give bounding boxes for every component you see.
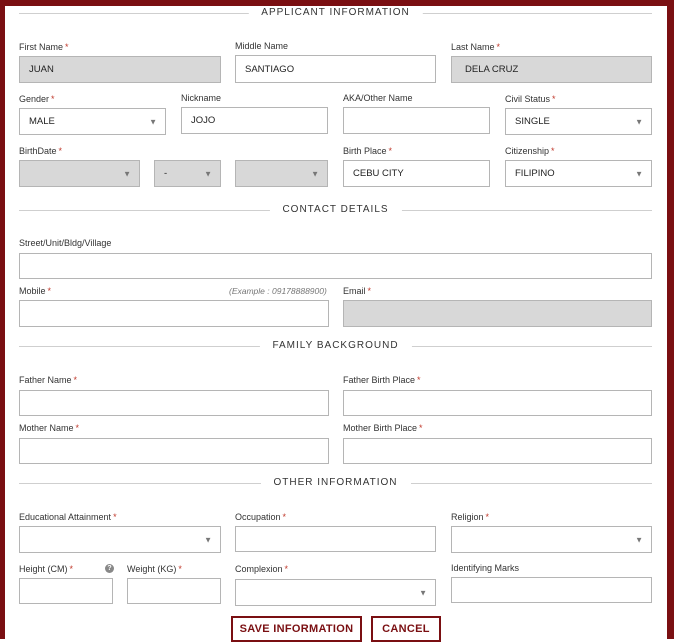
religion-label: Religion * bbox=[451, 512, 490, 522]
birth-month-select[interactable] bbox=[19, 160, 140, 187]
section-applicant-information bbox=[19, 6, 652, 20]
mother-birth-place-field[interactable] bbox=[343, 438, 652, 464]
height-label: Height (CM) * bbox=[19, 564, 74, 574]
father-birth-place-field[interactable] bbox=[343, 390, 652, 416]
section-title-contact: CONTACT DETAILS bbox=[269, 203, 401, 217]
section-title-family: FAMILY BACKGROUND bbox=[259, 339, 411, 353]
civil-status-select[interactable]: SINGLE ▼ bbox=[505, 108, 652, 135]
section-title-other: OTHER INFORMATION bbox=[260, 476, 410, 490]
identifying-marks-field[interactable] bbox=[451, 577, 652, 603]
weight-field[interactable] bbox=[127, 578, 221, 604]
middle-name-label: Middle Name bbox=[235, 41, 289, 51]
education-select[interactable] bbox=[19, 526, 221, 553]
last-name-label: Last Name * bbox=[451, 42, 501, 52]
mother-birth-place-label: Mother Birth Place * bbox=[343, 423, 423, 433]
birthdate-label: BirthDate * bbox=[19, 146, 63, 156]
father-name-field[interactable] bbox=[19, 390, 329, 416]
gender-select[interactable]: MALE ▼ bbox=[19, 108, 166, 135]
father-birth-place-label: Father Birth Place * bbox=[343, 375, 421, 385]
identifying-marks-label: Identifying Marks bbox=[451, 563, 520, 573]
nickname-field[interactable]: JOJO bbox=[181, 107, 328, 134]
section-title-applicant: APPLICANT INFORMATION bbox=[248, 6, 422, 20]
mobile-example-hint: (Example : 09178888900) bbox=[229, 286, 327, 296]
chevron-down-icon: ▼ bbox=[149, 117, 157, 126]
email-field[interactable] bbox=[343, 300, 652, 327]
window-frame-left bbox=[0, 0, 5, 639]
birth-place-label: Birth Place * bbox=[343, 146, 393, 156]
chevron-down-icon: ▼ bbox=[419, 588, 427, 597]
height-field[interactable] bbox=[19, 578, 113, 604]
nickname-label: Nickname bbox=[181, 93, 222, 103]
chevron-down-icon: ▼ bbox=[635, 535, 643, 544]
first-name-label: First Name * bbox=[19, 42, 69, 52]
street-label: Street/Unit/Bldg/Village bbox=[19, 238, 112, 248]
mobile-label: Mobile * bbox=[19, 286, 52, 296]
citizenship-label: Citizenship * bbox=[505, 146, 555, 156]
birth-day-select[interactable]: - ▼ bbox=[154, 160, 221, 187]
father-name-label: Father Name * bbox=[19, 375, 78, 385]
window-frame-right bbox=[667, 0, 674, 639]
citizenship-select[interactable]: FILIPINO ▼ bbox=[505, 160, 652, 187]
help-icon[interactable]: ? bbox=[105, 564, 114, 573]
aka-label: AKA/Other Name bbox=[343, 93, 413, 103]
chevron-down-icon: ▼ bbox=[204, 169, 212, 178]
first-name-field[interactable]: JUAN bbox=[19, 56, 221, 83]
section-other-information bbox=[19, 476, 652, 490]
mobile-field[interactable] bbox=[19, 300, 329, 327]
occupation-label: Occupation * bbox=[235, 512, 287, 522]
street-field[interactable] bbox=[19, 253, 652, 279]
mother-name-label: Mother Name * bbox=[19, 423, 80, 433]
complexion-select[interactable] bbox=[235, 579, 436, 606]
birth-year-select[interactable] bbox=[235, 160, 328, 187]
chevron-down-icon: ▼ bbox=[123, 169, 131, 178]
section-family-background bbox=[19, 339, 652, 353]
mother-name-field[interactable] bbox=[19, 438, 329, 464]
chevron-down-icon: ▼ bbox=[311, 169, 319, 178]
education-label: Educational Attainment * bbox=[19, 512, 117, 522]
weight-label: Weight (KG) * bbox=[127, 564, 182, 574]
religion-select[interactable] bbox=[451, 526, 652, 553]
email-label: Email * bbox=[343, 286, 372, 296]
gender-label: Gender * bbox=[19, 94, 55, 104]
section-contact-details bbox=[19, 203, 652, 217]
complexion-label: Complexion * bbox=[235, 564, 289, 574]
chevron-down-icon: ▼ bbox=[635, 169, 643, 178]
last-name-field[interactable]: DELA CRUZ bbox=[451, 56, 652, 83]
birth-place-field[interactable]: CEBU CITY bbox=[343, 160, 490, 187]
occupation-field[interactable] bbox=[235, 526, 436, 552]
cancel-button[interactable]: CANCEL bbox=[371, 616, 441, 642]
middle-name-field[interactable]: SANTIAGO bbox=[235, 55, 436, 83]
civil-status-label: Civil Status * bbox=[505, 94, 556, 104]
save-information-button[interactable]: SAVE INFORMATION bbox=[231, 616, 362, 642]
chevron-down-icon: ▼ bbox=[635, 117, 643, 126]
aka-field[interactable] bbox=[343, 107, 490, 134]
chevron-down-icon: ▼ bbox=[204, 535, 212, 544]
